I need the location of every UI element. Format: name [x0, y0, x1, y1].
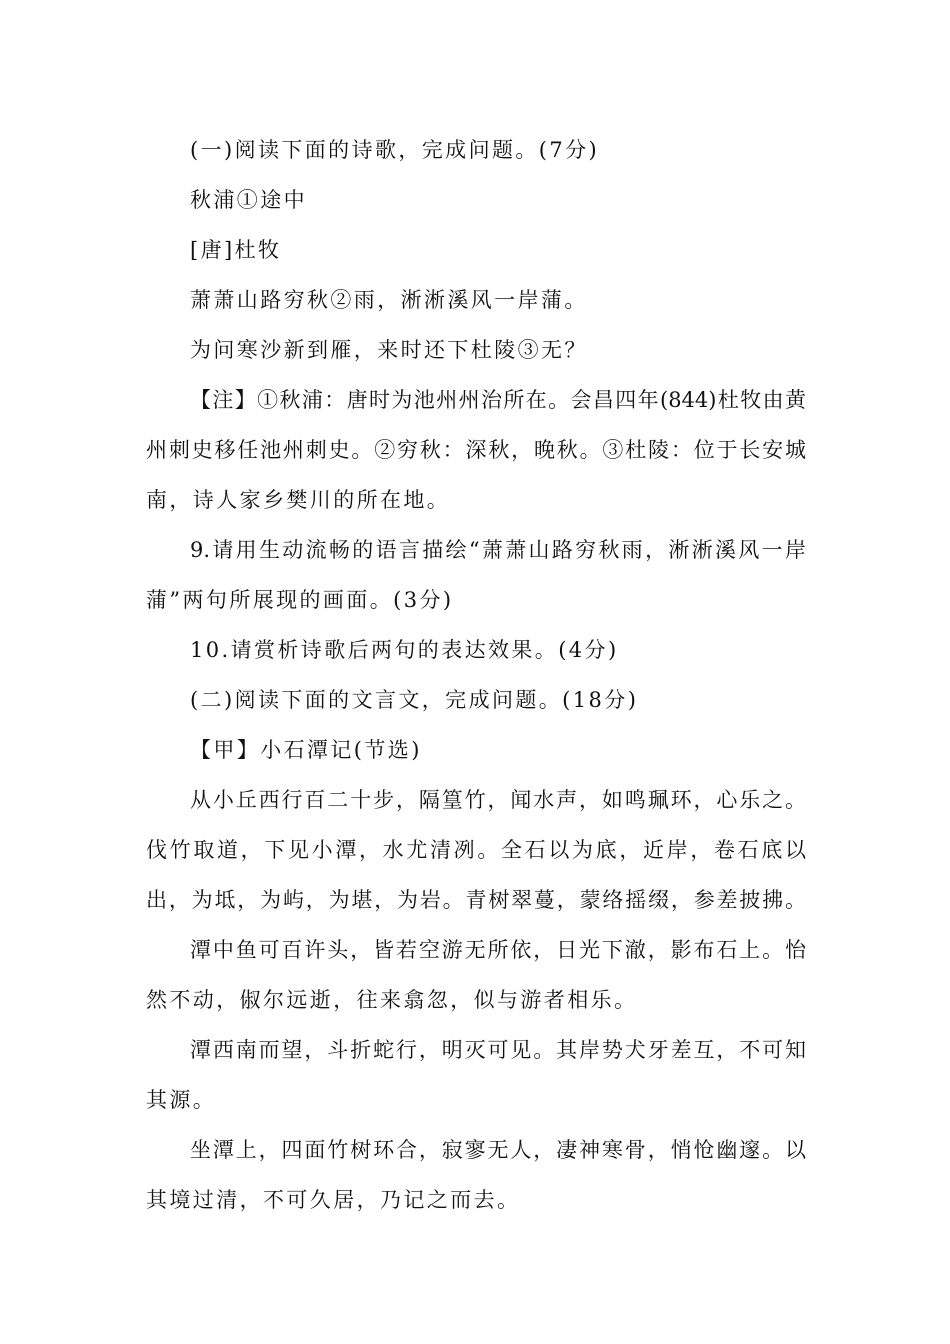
question-9-line: 蒲”两句所展现的画面。(3分) [146, 588, 454, 612]
poem-author: [唐]杜牧 [190, 238, 282, 262]
question-10: 10.请赏析诗歌后两句的表达效果。(4分) [190, 638, 619, 662]
question-9-line: 9.请用生动流畅的语言描绘“萧萧山路穷秋雨，淅淅溪风一岸 [190, 538, 806, 562]
poem-line-2: 为问寒沙新到雁，来时还下杜陵③无？ [190, 338, 588, 362]
paragraph-3-line: 其源。 [146, 1088, 217, 1112]
poem-title: 秋浦①途中 [190, 188, 307, 212]
paragraph-2-line: 潭中鱼可百许头，皆若空游无所依，日光下澈，影布石上。怡 [190, 938, 806, 962]
paragraph-1-line: 从小丘西行百二十步，隔篁竹，闻水声，如鸣珮环，心乐之。 [190, 788, 806, 812]
paragraph-2-line: 然不动，俶尔远逝，往来翕忽，似与游者相乐。 [146, 988, 638, 1012]
paragraph-4-line: 坐潭上，四面竹树环合，寂寥无人，凄神寒骨，悄怆幽邃。以 [190, 1138, 806, 1162]
passage-title: 【甲】小石潭记(节选) [190, 738, 422, 762]
paragraph-4-line: 其境过清，不可久居，乃记之而去。 [146, 1188, 521, 1212]
note-line: 南，诗人家乡樊川的所在地。 [146, 488, 451, 512]
note-line: 【注】①秋浦：唐时为池州州治所在。会昌四年(844)杜牧由黄 [190, 388, 806, 412]
poem-line-1: 萧萧山路穷秋②雨，淅淅溪风一岸蒲。 [190, 288, 588, 312]
paragraph-1-line: 伐竹取道，下见小潭，水尤清冽。全石以为底，近岸，卷石底以 [146, 838, 806, 862]
note-line: 州刺史移任池州刺史。②穷秋：深秋，晚秋。③杜陵：位于长安城 [146, 438, 806, 462]
paragraph-3-line: 潭西南而望，斗折蛇行，明灭可见。其岸势犬牙差互，不可知 [190, 1038, 806, 1062]
paragraph-1-line: 出，为坻，为屿，为堪，为岩。青树翠蔓，蒙络摇缀，参差披拂。 [146, 888, 806, 912]
section-two-heading: (二)阅读下面的文言文，完成问题。(18分) [190, 688, 639, 712]
section-one-heading: (一)阅读下面的诗歌，完成问题。(7分) [190, 138, 600, 162]
